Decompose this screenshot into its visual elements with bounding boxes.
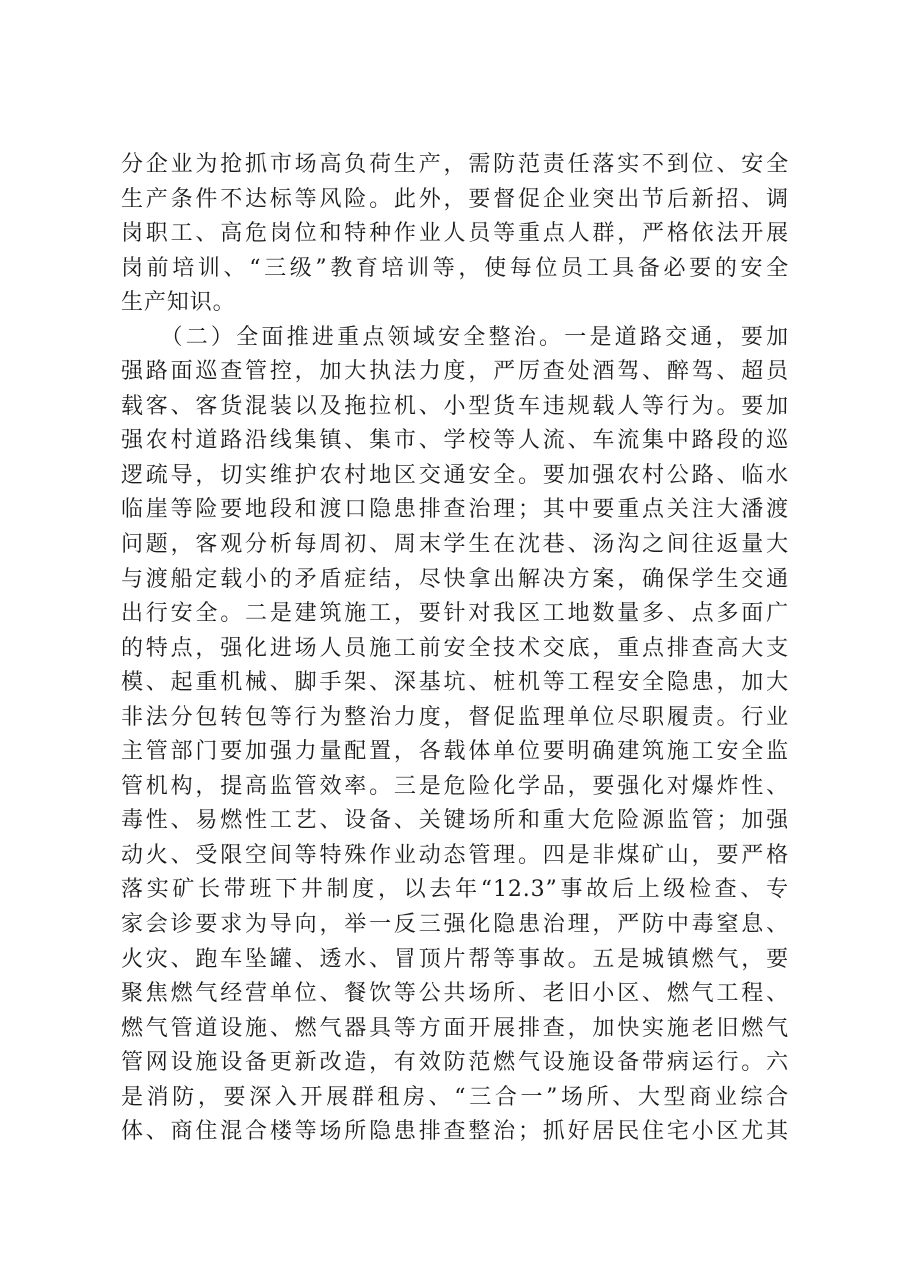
text-line: 毒性、易燃性工艺、设备、关键场所和重大危险源监管；加强	[121, 808, 789, 834]
text-line: 火灾、跑车坠罐、透水、冒顶片帮等事故。五是城镇燃气，要	[121, 946, 789, 972]
text-line: 生产知识。	[121, 290, 236, 316]
text-line: 聚焦燃气经营单位、餐饮等公共场所、老旧小区、燃气工程、	[121, 981, 789, 1007]
text-line: 强路面巡查管控，加大执法力度，严厉查处酒驾、醉驾、超员	[121, 359, 789, 385]
text-line: 岗前培训、“三级”教育培训等，使每位员工具备必要的安全	[121, 255, 789, 281]
text-line: 强农村道路沿线集镇、集市、学校等人流、车流集中路段的巡	[121, 428, 789, 454]
text-line: 逻疏导，切实维护农村地区交通安全。要加强农村公路、临水	[121, 462, 789, 488]
text-line: 生产条件不达标等风险。此外，要督促企业突出节后新招、调	[121, 186, 789, 212]
text-line: 管机构，提高监管效率。三是危险化学品，要强化对爆炸性、	[121, 773, 789, 799]
paragraph-1	[121, 148, 789, 321]
text-line: 动火、受限空间等特殊作业动态管理。四是非煤矿山，要严格	[121, 842, 789, 868]
text-line: 岗职工、高危岗位和特种作业人员等重点人群，严格依法开展	[121, 221, 789, 247]
text-line: 家会诊要求为导向，举一反三强化隐患治理，严防中毒窒息、	[121, 912, 789, 938]
text-line: 模、起重机械、脚手架、深基坑、桩机等工程安全隐患，加大	[121, 670, 789, 696]
text-line: 问题，客观分析每周初、周末学生在沈巷、汤沟之间往返量大	[121, 532, 789, 558]
text-line: 非法分包转包等行为整治力度，督促监理单位尽职履责。行业	[121, 704, 789, 730]
text-line: 的特点，强化进场人员施工前安全技术交底，重点排查高大支	[121, 635, 789, 661]
text-line: 体、商住混合楼等场所隐患排查整治；抓好居民住宅小区尤其	[121, 1119, 789, 1145]
document-body	[121, 148, 789, 1150]
text-line: 载客、客货混装以及拖拉机、小型货车违规载人等行为。要加	[121, 393, 789, 419]
text-line: 主管部门要加强力量配置，各载体单位要明确建筑施工安全监	[121, 739, 789, 765]
text-line: 临崖等险要地段和渡口隐患排查治理；其中要重点关注大潘渡	[121, 497, 789, 523]
text-line: 出行安全。二是建筑施工，要针对我区工地数量多、点多面广	[121, 601, 789, 627]
text-line: 与渡船定载小的矛盾症结，尽快拿出解决方案，确保学生交通	[121, 566, 789, 592]
text-line: 管网设施设备更新改造，有效防范燃气设施设备带病运行。六	[121, 1050, 789, 1076]
text-line: 是消防，要深入开展群租房、“三合一”场所、大型商业综合	[121, 1084, 789, 1110]
text-line: 分企业为抢抓市场高负荷生产，需防范责任落实不到位、安全	[121, 152, 789, 177]
paragraph-2	[121, 321, 789, 1150]
text-line: 燃气管道设施、燃气器具等方面开展排查，加快实施老旧燃气	[121, 1015, 789, 1041]
text-line: （二）全面推进重点领域安全整治。一是道路交通，要加	[121, 324, 789, 350]
text-line: 落实矿长带班下井制度，以去年“12.3”事故后上级检查、专	[121, 877, 789, 903]
